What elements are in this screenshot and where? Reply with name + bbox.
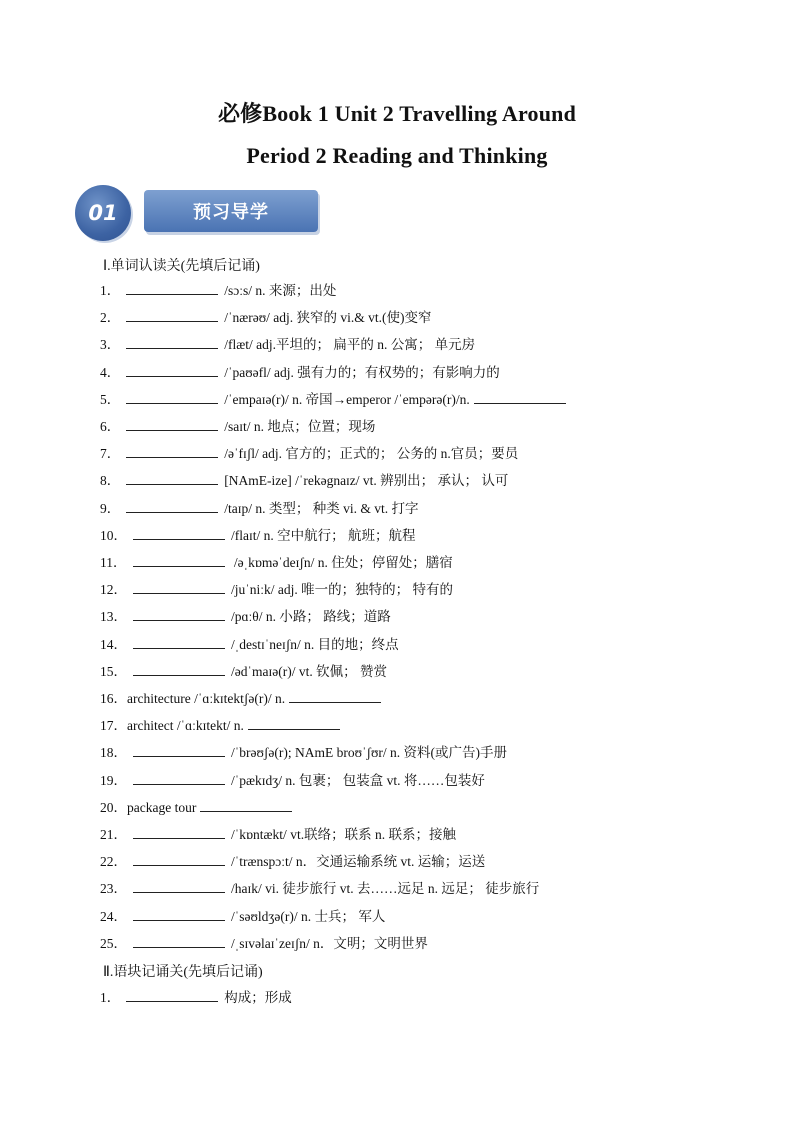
item-number: 15． — [100, 663, 127, 679]
item-definition: /saɪt/ n. 地点；位置；现场 — [224, 419, 376, 434]
item-number: 24． — [100, 908, 127, 924]
list-item — [100, 607, 391, 625]
item-definition: /ˌdestɪˈneɪʃn/ n. 目的地；终点 — [231, 636, 399, 652]
item-number: 9． — [100, 500, 121, 516]
list-item — [100, 852, 485, 870]
item-number: 1． — [100, 283, 121, 298]
list-item — [100, 471, 508, 489]
item-number: 22． — [100, 854, 127, 870]
section-banner: 预习导学 — [144, 190, 318, 232]
answer-blank[interactable] — [126, 363, 218, 377]
answer-blank[interactable] — [133, 852, 225, 866]
item-number: 7． — [100, 446, 121, 462]
answer-blank[interactable] — [133, 934, 225, 948]
item-word: architecture /ˈɑːkɪtektʃə(r)/ n. — [127, 691, 286, 706]
list-item — [100, 281, 336, 299]
item-definition: /ˈpaʊəfl/ adj. 强有力的；有权势的；有影响力的 — [224, 364, 500, 380]
item-number: 25． — [100, 935, 127, 951]
answer-blank[interactable] — [126, 471, 218, 485]
list-item — [100, 662, 387, 680]
list-item — [100, 308, 432, 326]
section-number-badge — [71, 183, 131, 241]
item-number: 19． — [100, 772, 127, 788]
list-item — [100, 988, 292, 1006]
list-item — [100, 879, 539, 897]
item-number: 6． — [100, 419, 121, 434]
answer-blank[interactable] — [133, 553, 225, 567]
item-definition: /flaɪt/ n. 空中航行； 航班；航程 — [231, 527, 416, 543]
item-definition: /ˈempaɪə(r)/ n. 帝国→emperor /ˈempərə(r)/n. — [224, 391, 470, 407]
item-number: 23． — [100, 881, 127, 897]
answer-blank[interactable] — [126, 499, 218, 513]
list-item — [100, 907, 385, 925]
document-subtitle: Period 2 Reading and Thinking — [246, 143, 548, 168]
answer-blank[interactable] — [133, 635, 225, 649]
item-definition: /ˈtrænspɔːt/ n．交通运输系统 vt. 运输；运送 — [231, 854, 486, 870]
item-number: 4． — [100, 364, 121, 380]
item-number: 3． — [100, 337, 121, 353]
item-definition: /ˈpækɪdʒ/ n. 包裹； 包装盒 vt. 将……包装好 — [231, 772, 485, 788]
item-definition: 构成；形成 — [224, 990, 292, 1005]
answer-blank[interactable] — [126, 335, 218, 349]
answer-blank[interactable] — [133, 526, 225, 540]
answer-blank[interactable] — [474, 390, 566, 404]
list-item — [100, 798, 292, 816]
item-definition: /pɑːθ/ n. 小路； 路线；道路 — [231, 609, 391, 625]
list-item — [100, 934, 428, 952]
list-item — [100, 417, 375, 435]
item-number: 18． — [100, 745, 127, 761]
list-item — [100, 335, 475, 353]
answer-blank[interactable] — [126, 417, 218, 431]
answer-blank[interactable] — [289, 689, 381, 703]
item-definition: /əˌkɒməˈdeɪʃn/ n. 住处；停留处；膳宿 — [230, 555, 453, 570]
answer-blank[interactable] — [133, 662, 225, 676]
list-item — [100, 716, 340, 734]
list-item — [100, 444, 518, 462]
item-number: 5． — [100, 391, 121, 407]
document-title: 必修Book 1 Unit 2 Travelling Around — [217, 101, 577, 126]
answer-blank[interactable] — [126, 281, 218, 295]
list-item — [100, 771, 485, 789]
list-item — [100, 363, 500, 381]
item-number: 2． — [100, 310, 121, 326]
item-definition: /ˈnærəʊ/ adj. 狭窄的 vi.& vt.(使)变窄 — [224, 310, 432, 326]
item-definition: /sɔːs/ n. 来源；出处 — [224, 283, 337, 298]
item-number: 1． — [100, 990, 121, 1005]
list-item — [100, 526, 416, 544]
item-number: 11． — [100, 555, 127, 570]
item-number: 21． — [100, 827, 127, 842]
item-definition: /flæt/ adj.平坦的； 扁平的 n. 公寓； 单元房 — [224, 337, 476, 353]
item-definition: /ˈkɒntækt/ vt.联络；联系 n. 联系；接触 — [231, 827, 456, 842]
list-item — [100, 825, 456, 843]
answer-blank[interactable] — [133, 825, 225, 839]
item-number: 8． — [100, 473, 121, 489]
list-item — [100, 390, 566, 408]
item-definition: /əˈfɪʃl/ adj. 官方的；正式的； 公务的 n.官员；要员 — [224, 446, 519, 462]
item-number: 14． — [100, 636, 127, 652]
item-definition: /juˈniːk/ adj. 唯一的；独特的； 特有的 — [231, 582, 453, 598]
answer-blank[interactable] — [126, 988, 218, 1002]
item-number: 20． — [100, 799, 127, 815]
answer-blank[interactable] — [133, 771, 225, 785]
answer-blank[interactable] — [126, 390, 218, 404]
item-definition: /ədˈmaɪə(r)/ vt. 钦佩； 赞赏 — [231, 663, 387, 679]
item-number: 13． — [100, 609, 127, 625]
answer-blank[interactable] — [133, 907, 225, 921]
list-item — [100, 635, 399, 653]
item-number: 12． — [100, 582, 127, 598]
item-number: 10． — [100, 527, 127, 543]
answer-blank[interactable] — [133, 879, 225, 893]
item-word: architect /ˈɑːkɪtekt/ n. — [127, 718, 244, 734]
item-definition: /haɪk/ vi. 徒步旅行 vt. 去……远足 n. 远足； 徒步旅行 — [231, 881, 540, 897]
answer-blank[interactable] — [126, 308, 218, 322]
list-item — [100, 580, 453, 598]
item-definition: /ˌsɪvəlaɪˈzeɪʃn/ n．文明；文明世界 — [231, 935, 428, 951]
badge-number: 01 — [75, 185, 131, 241]
item-definition: /ˈbrəʊʃə(r); NAmE broʊˈʃʊr/ n. 资料(或广告)手册 — [231, 745, 508, 761]
section-heading-phrases: Ⅱ.语块记诵关(先填后记诵) — [103, 965, 263, 980]
list-item — [100, 743, 507, 761]
item-definition: [NAmE-ize] /ˈrekəgnaɪz/ vt. 辨别出； 承认； 认可 — [224, 473, 509, 489]
answer-blank[interactable] — [200, 798, 292, 812]
answer-blank[interactable] — [133, 743, 225, 757]
answer-blank[interactable] — [248, 716, 340, 730]
list-item — [100, 499, 419, 517]
answer-blank[interactable] — [133, 607, 225, 621]
list-item — [100, 553, 453, 571]
item-word: package tour — [127, 799, 197, 815]
item-number: 16． — [100, 691, 127, 706]
answer-blank[interactable] — [133, 580, 225, 594]
list-item — [100, 689, 381, 707]
answer-blank[interactable] — [126, 444, 218, 458]
item-number: 17． — [100, 718, 127, 734]
section-heading-vocabulary: Ⅰ.单词认读关(先填后记诵) — [103, 259, 260, 274]
item-definition: /taɪp/ n. 类型； 种类 vi. & vt. 打字 — [224, 500, 419, 516]
item-definition: /ˈsəʊldʒə(r)/ n. 士兵； 军人 — [231, 908, 386, 924]
